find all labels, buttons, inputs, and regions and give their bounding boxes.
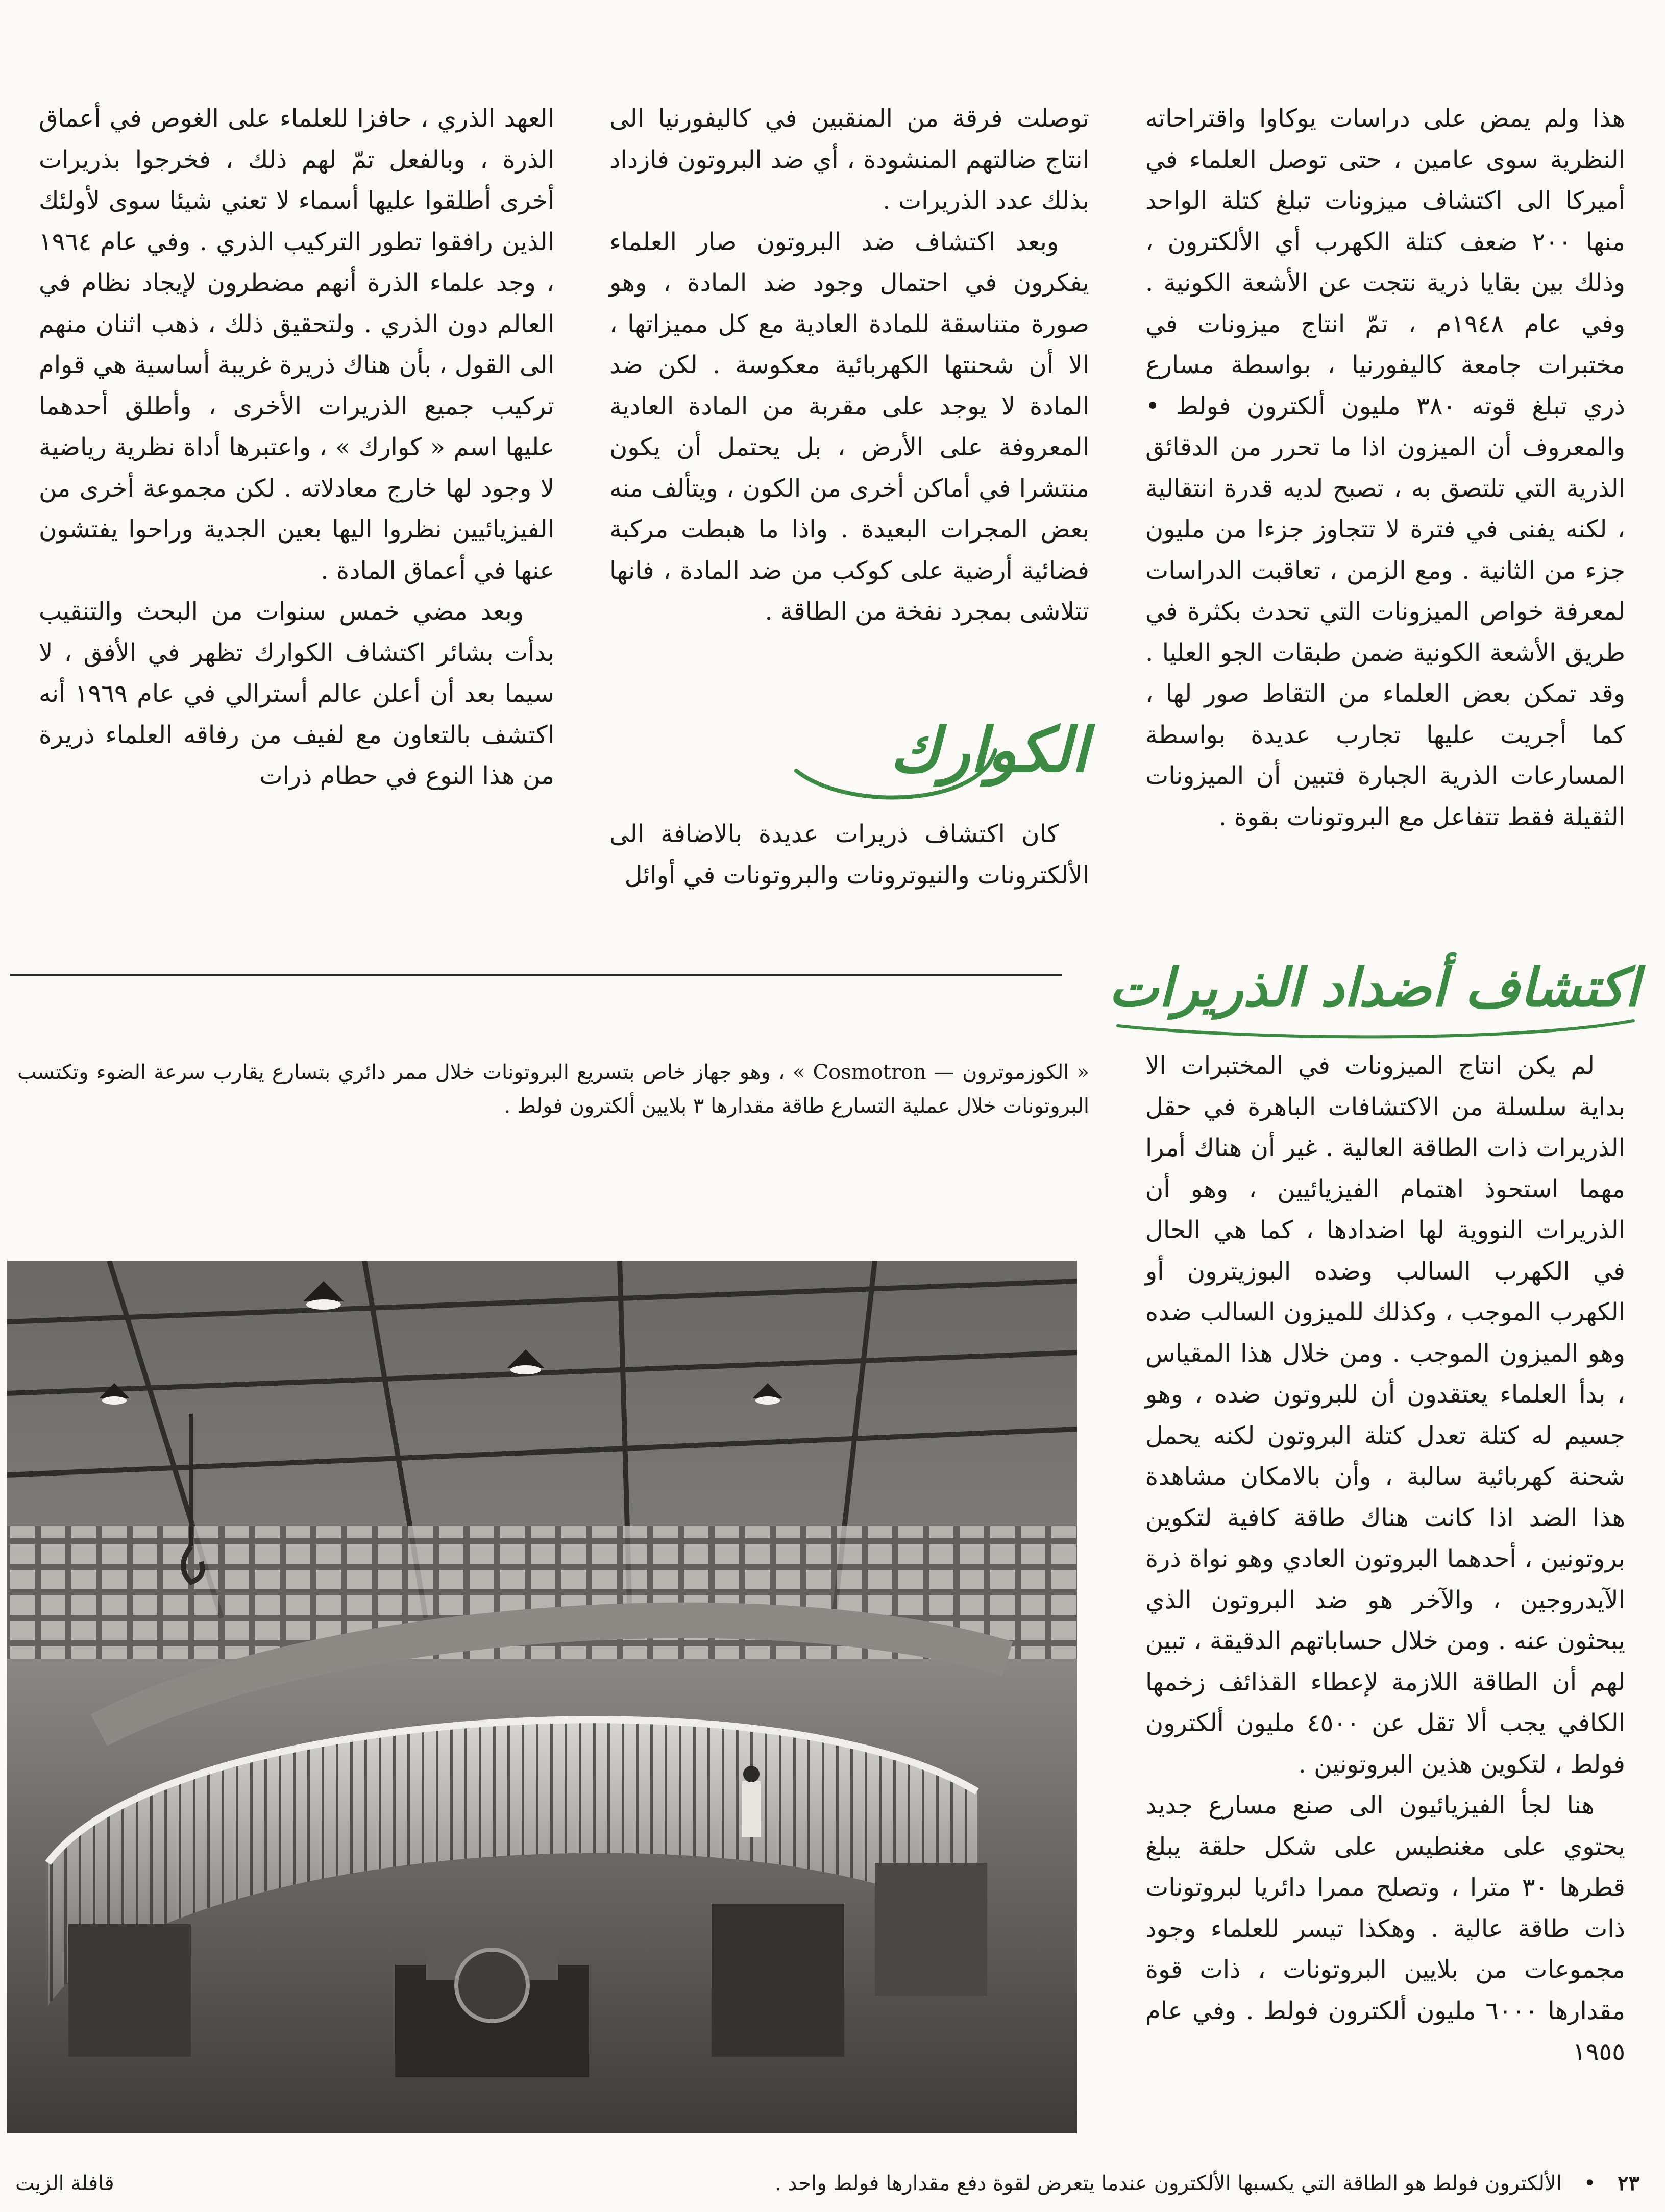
paragraph: وبعد مضي خمس سنوات من البحث والتنقيب بدأت بشائر اكتشاف الكوارك تظهر في الأفق ، لا سيما بعد أن أعلن عالم أسترالي في عام ١٩٦٩ أنه اكتشف بالتعاون مع لفيف من رفاقه العلماء ذريرة من هذا النوع في حطام ذرات [39, 597, 555, 790]
heading-swash-ornament [786, 735, 1000, 806]
quark-intro [609, 814, 1089, 896]
article-column-middle [609, 98, 1089, 632]
footnote: الألكترون فولط هو الطاقة التي يكسبها الألكترون عندما يتعرض لقوة دفع مقدارها فولط واحد . [775, 2172, 1562, 2195]
heading-underline-ornament [1113, 1016, 1638, 1041]
paragraph: لم يكن انتاج الميزونات في المختبرات الا بداية سلسلة من الاكتشافات الباهرة في حقل الذريرات ذات الطاقة العالية . غير أن هناك أمرا مهما استحوذ اهتمام الفيزيائيين ، وهو أن الذريرات النووية لها اضدادها ، كما هي الحال في الكهرب السالب وضده البوزيترون أو الكهرب الموجب ، وكذلك للميزون السالب ضده وهو الميزون الموجب . ومن خلال هذا المقياس ، بدأ العلماء يعتقدون أن للبروتون ضده ، وهو جسيم له كتلة تعدل كتلة البروتون لكنه يحمل شحنة كهربائية سالبة ، وأن بالامكان مشاهدة هذا الضد اذا كانت هناك طاقة كافية لتكوين بروتونين ، أحدهما البروتون العادي وهو نواة ذرة الآيدروجين ، والآخر هو ضد البروتون الذي يبحثون عنه . ومن خلال حساباتهم الدقيقة ، تبين لهم أن الطاقة اللازمة لإعطاء القذائف زخمها الكافي يجب ألا تقل عن ٤٥٠٠ مليون ألكترون فولط ، لتكوين هذين البروتونين . [1145, 1051, 1625, 1779]
magazine-name: قافلة الزيت [15, 2172, 114, 2195]
cosmotron-photo-graphic [7, 1261, 1077, 2133]
article-column-left [39, 98, 554, 797]
paragraph: توصلت فرقة من المنقبين في كاليفورنيا الى انتاج ضالتهم المنشودة ، أي ضد البروتون فازداد بذلك عدد الذريرات . [609, 104, 1089, 215]
page-number: ٢٣ [1618, 2171, 1639, 2195]
photo-caption: « الكوزموترون — Cosmotron » ، وهو جهاز خاص بتسريع البروتونات خلال ممر دائري بتسارع يقارب سرعة الضوء وتكتسب البروتونات خلال عملية التسارع طاقة مقدارها ٣ بلايين ألكترون فولط . [17, 1061, 1089, 1118]
paragraph: هذا ولم يمض على دراسات يوكاوا واقتراحاته النظرية سوى عامين ، حتى توصل العلماء في أميركا الى اكتشاف ميزونات تبلغ كتلة الواحد منها ٢٠٠ ضعف كتلة الكهرب أي الألكترون ، وذلك بين بقايا ذرية نتجت عن الأشعة الكونية . وفي عام ١٩٤٨م ، تمّ انتاج ميزونات في مختبرات جامعة كاليفورنيا ، بواسطة مسارع ذري تبلغ قوته ٣٨٠ مليون ألكترون فولط • والمعروف أن الميزون اذا ما تحرر من الدقائق الذرية التي تلتصق به ، تصبح لديه قدرة انتقالية ، لكنه يفنى في فترة لا تتجاوز جزءا من مليون جزء من الثانية . ومع الزمن ، تعاقبت الدراسات لمعرفة خواص الميزونات التي تحدث بكثرة في طريق الأشعة الكونية ضمن طبقات الجو العليا . وقد تمكن بعض العلماء من التقاط صور لها ، كما أجريت عليها تجارب عديدة بواسطة المسارعات الذرية الجبارة فتبين أن الميزونات الثقيلة فقط تتفاعل مع البروتونات بقوة . [1145, 104, 1626, 831]
article-column-right [1145, 98, 1625, 838]
quark-heading: الكوارك [890, 714, 1088, 786]
cosmotron-photo [7, 1261, 1077, 2133]
footnote-bullet: • [1583, 2172, 1596, 2195]
paragraph: كان اكتشاف ذريرات عديدة بالاضافة الى الألكترونات والنيوترونات والبروتونات في أوائل [609, 820, 1089, 890]
paragraph: وبعد اكتشاف ضد البروتون صار العلماء يفكرون في احتمال وجود ضد المادة ، وهو صورة متناسقة للمادة العادية مع كل مميزاتها ، الا أن شحنتها الكهربائية معكوسة . لكن ضد المادة لا يوجد على مقربة من المادة العادية المعروفة على الأرض ، بل يحتمل أن يكون منتشرا في أماكن أخرى من الكون ، ويتألف منه بعض المجرات البعيدة . واذا ما هبطت مركبة فضائية أرضية على كوكب من ضد المادة ، فانها تتلاشى بمجرد نفخة من الطاقة . [609, 227, 1089, 626]
paragraph: العهد الذري ، حافزا للعلماء على الغوص في أعماق الذرة ، وبالفعل تمّ لهم ذلك ، فخرجوا بذريرات أخرى أطلقوا عليها أسماء لا تعني شيئا سوى لأولئك الذين رافقوا تطور التركيب الذري . وفي عام ١٩٦٤ ، وجد علماء الذرة أنهم مضطرون لإيجاد نظام في العالم دون الذري . ولتحقيق ذلك ، ذهب اثنان منهم الى القول ، بأن هناك ذريرة غريبة أساسية هي قوام تركيب جميع الذريرات الأخرى ، وأطلق أحدهما عليها اسم « كوارك » ، واعتبرها أداة نظرية رياضية لا وجود لها خارج معادلاته . لكن مجموعة أخرى من الفيزيائيين نظروا اليها بعين الجدية وراحوا يفتشون عنها في أعماق المادة . [39, 104, 555, 585]
page-footer [775, 2168, 1639, 2199]
article-column-right-lower [1145, 1045, 1625, 2073]
anti-particles-heading: اكتشاف أضداد الذريرات [1109, 956, 1639, 1019]
paragraph: هنا لجأ الفيزيائيون الى صنع مسارع جديد يحتوي على مغنطيس على شكل حلقة يبلغ قطرها ٣٠ مترا ، وتصلح ممرا دائريا لبروتونات ذات طاقة عالية . وهكذا تيسر للعلماء وجود مجموعات من بلايين البروتونات ، ذات قوة مقدارها ٦٠٠٠ مليون ألكترون فولط . وفي عام ١٩٥٥ [1145, 1791, 1626, 2066]
section-divider-rule [10, 974, 1062, 976]
